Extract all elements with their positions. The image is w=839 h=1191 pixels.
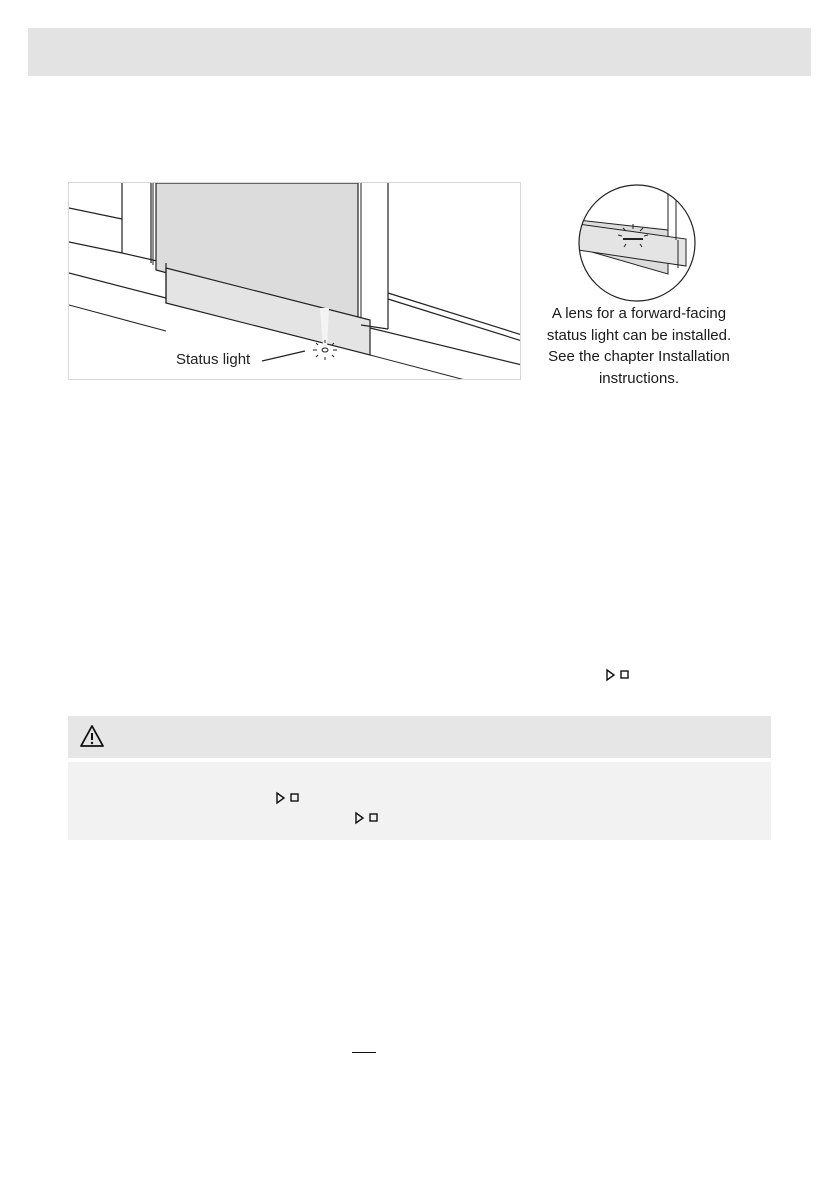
status-light-illustration	[68, 182, 521, 380]
play-stop-icon	[354, 811, 380, 825]
plinth-drawing	[69, 183, 521, 380]
caption-line: instructions.	[598, 369, 680, 387]
underline-mark	[352, 1052, 376, 1053]
page-header-bar	[28, 28, 811, 76]
lens-caption	[530, 303, 748, 389]
caption-line: A lens for a forward-facing	[551, 305, 727, 322]
caption-line: status light can be installed.	[546, 326, 732, 344]
warning-triangle-icon	[79, 724, 105, 748]
lens-detail-circle	[578, 184, 696, 302]
status-light-glow	[313, 340, 337, 360]
warning-header	[68, 716, 771, 758]
play-stop-icon	[605, 668, 631, 682]
warning-body	[68, 762, 771, 840]
play-stop-icon	[275, 791, 301, 805]
status-light-label: Status light	[176, 351, 251, 368]
caption-line: See the chapter Installation	[548, 348, 730, 365]
